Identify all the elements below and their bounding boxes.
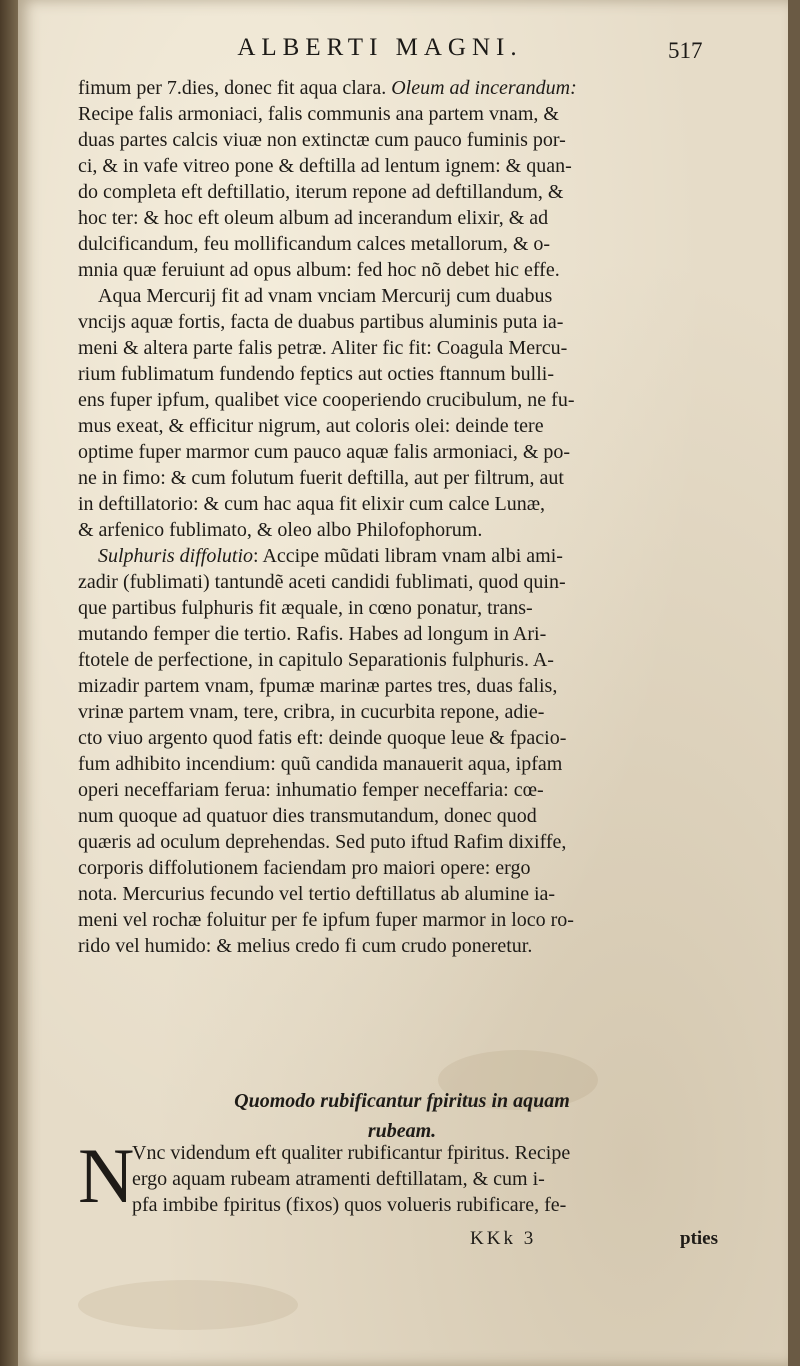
page-number: 517 [668,38,703,63]
line-text: ftotele de perfectione, in capitulo Separationis fulphuris. A- [78,649,554,671]
text-line [78,777,726,803]
section-heading [78,1086,726,1146]
signature-mark: KKk 3 [470,1228,537,1249]
line-text: quæris ad oculum deprehendas. Sed puto iftud Rafim dixiffe, [78,831,567,853]
text-line: Vnc videndum eft qualiter rubificantur fpiritus. Recipe [132,1142,571,1164]
text-line [78,413,726,439]
line-text: optime fuper marmor cum pauco aquæ falis armoniaci, & po- [78,441,571,463]
line-text: meni vel rochæ foluitur per fe ipfum fuper marmor in loco ro- [78,909,574,931]
text-line [78,725,726,751]
text-line [78,101,726,127]
paragraph [78,1132,726,1219]
italic-rubric: Oleum ad incerandum: [391,77,577,99]
text-line [78,387,726,413]
line-text: fimum per 7.dies, donec fit aqua clara. [78,77,392,99]
heading-line: Quomodo rubificantur fpiritus in aquam [234,1090,570,1112]
text-line [78,127,726,153]
body-text [78,75,726,959]
line-text: que partibus fulphuris fit æquale, in cœno ponatur, trans- [78,597,533,619]
text-line [78,153,726,179]
line-text: ne in fimo: & cum folutum fuerit deftilla, aut per filtrum, aut [78,467,564,489]
line-text: hoc ter: & hoc eft oleum album ad incerandum elixir, & ad [78,207,549,229]
text-line [78,205,726,231]
line-text: vncijs aquæ fortis, facta de duabus partibus aluminis puta ia- [78,311,564,333]
text-line [78,179,726,205]
line-text: mnia quæ feruiunt ad opus album: fed hoc nõ debet hic effe. [78,259,560,281]
text-line [78,283,726,309]
text-line [78,699,726,725]
heading-line: rubeam. [367,1120,437,1142]
line-text: fum adhibito incendium: quũ candida manauerit aqua, ipfam [78,753,563,775]
text-line [78,881,726,907]
text-line [78,855,726,881]
text-line [78,439,726,465]
line-text: mutando femper die tertio. Rafis. Habes ad longum in Ari- [78,623,547,645]
text-line [78,543,726,569]
running-head: ALBERTI MAGNI. [237,34,523,61]
text-line: pfa imbibe fpiritus (fixos) quos volueris rubificare, fe- [132,1194,567,1216]
text-line [78,257,726,283]
line-text: mus exeat, & efficitur nigrum, aut coloris olei: deinde tere [78,415,544,437]
line-text: zadir (fublimati) tantundẽ aceti candidi fublimati, quod quin- [78,571,566,593]
text-line [78,231,726,257]
line-text: Aqua Mercurij fit ad vnam vnciam Mercurij cum duabus [98,285,553,307]
text-line [78,517,726,543]
line-text: Recipe falis armoniaci, falis communis ana partem vnam, & [78,103,559,125]
line-text: & arfenico fublimato, & oleo albo Philofophorum. [78,519,483,541]
text-line [78,621,726,647]
italic-rubric: Sulphuris diffolutio [98,545,254,567]
line-text: ens fuper ipfum, qualibet vice cooperiendo crucibulum, ne fu- [78,389,575,411]
text-line [78,361,726,387]
line-text: meni & altera parte falis petræ. Aliter fic fit: Coagula Mercu- [78,337,568,359]
text-line [78,335,726,361]
line-text: : Accipe mũdati libram vnam albi ami- [253,545,563,567]
text-line [78,491,726,517]
line-text: do completa eft deftillatio, iterum repone ad deftillandum, & [78,181,564,203]
text-line [78,907,726,933]
line-text: mizadir partem vnam, fpumæ marinæ partes tres, duas falis, [78,675,558,697]
paper-stain [78,1280,298,1330]
line-text: operi neceffariam ferua: inhumatio femper neceffaria: cœ- [78,779,544,801]
text-line [78,309,726,335]
line-text: in deftillatorio: & cum hac aqua fit elixir cum calce Lunæ, [78,493,546,515]
text-line [78,465,726,491]
line-text: corporis diffolutionem faciendam pro maiori opere: ergo [78,857,531,879]
line-text: nota. Mercurius fecundo vel tertio deftillatus ab alumine ia- [78,883,556,905]
line-text: dulcificandum, feu mollificandum calces metallorum, & o- [78,233,551,255]
text-line [78,673,726,699]
line-text: rium fublimatum fundendo feptics aut octies ftannum bulli- [78,363,555,385]
text-line [78,569,726,595]
line-text: vrinæ partem vnam, tere, cribra, in cucurbita repone, adie- [78,701,545,723]
drop-capital: N [78,1132,135,1219]
text-line [78,829,726,855]
text-line [78,751,726,777]
text-line [78,647,726,673]
line-text: num quoque ad quatuor dies transmutandum, donec quod [78,805,537,827]
text-line: ergo aquam rubeam atramenti deftillatam, & cum i- [132,1168,545,1190]
catchword: pties [680,1228,718,1249]
text-line [78,933,726,959]
text-line [78,803,726,829]
line-text: duas partes calcis viuæ non extinctæ cum pauco fuminis por- [78,129,566,151]
line-text: cto viuo argento quod fatis eft: deinde quoque leue & fpacio- [78,727,567,749]
line-text: rido vel humido: & melius credo fi cum crudo poneretur. [78,935,533,957]
text-line [78,595,726,621]
line-text: ci, & in vafe vitreo pone & deftilla ad lentum ignem: & quan- [78,155,572,177]
text-line [78,75,726,101]
binding-gutter [0,0,18,1366]
